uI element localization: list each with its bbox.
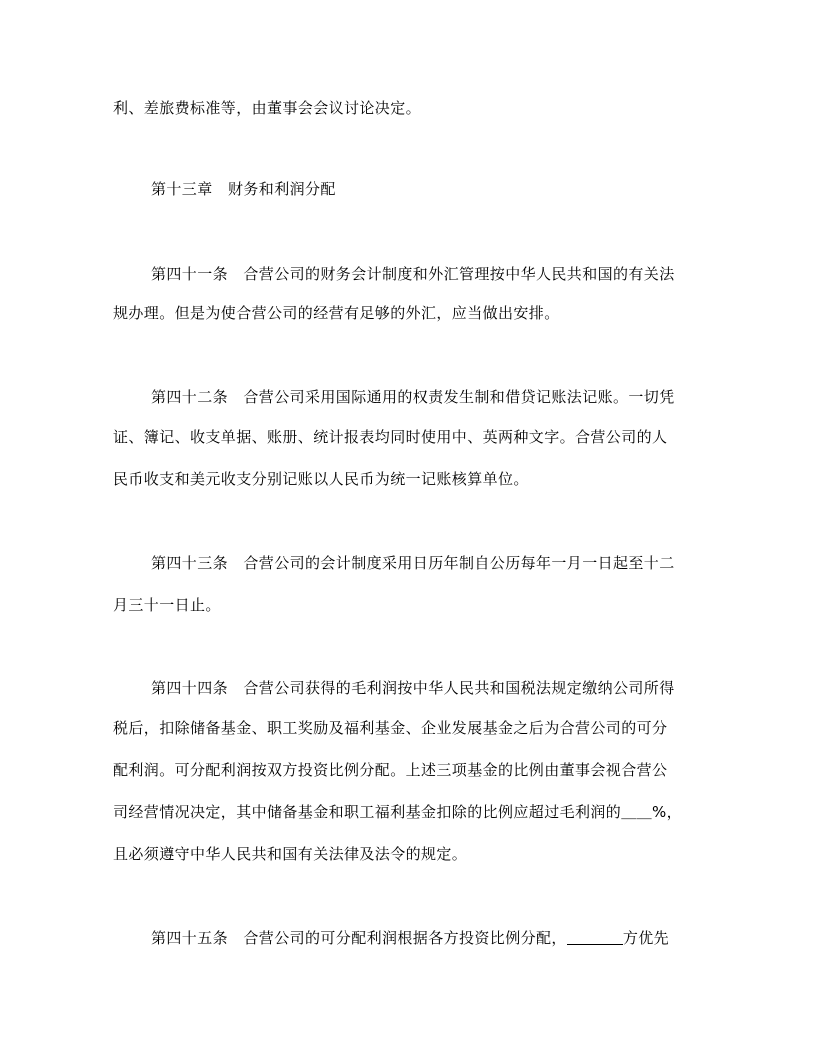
text-line: 第四十一条 合营公司的财务会计制度和外汇管理按中华人民共和国的有关法 xyxy=(151,265,675,283)
text-line: 第四十四条 合营公司获得的毛利润按中华人民共和国税法规定缴纳公司所得 xyxy=(151,679,675,697)
text-line: 月三十一日止。 xyxy=(113,596,221,614)
line-prefix: 第四十五条 合营公司的可分配利润根据各方投资比例分配， xyxy=(151,929,567,947)
text-line: 规办理。但是为使合营公司的经营有足够的外汇，应当做出安排。 xyxy=(113,304,560,322)
text-line: 证、簿记、收支单据、账册、统计报表均同时使用中、英两种文字。合营公司的人 xyxy=(113,428,668,446)
text-line: 司经营情况决定，其中储备基金和职工福利基金扣除的比例应超过毛利润的＿＿%， xyxy=(113,803,683,821)
text-line: 民币收支和美元收支分别记账以人民币为统一记账核算单位。 xyxy=(113,470,529,488)
text-line: 且必须遵守中华人民共和国有关法律及法令的规定。 xyxy=(113,845,468,863)
text-line: 第四十二条 合营公司采用国际通用的权责发生制和借贷记账法记账。一切凭 xyxy=(151,388,675,406)
text-line: 第四十三条 合营公司的会计制度采用日历年制自公历每年一月一日起至十二 xyxy=(151,554,675,572)
line-suffix: 方优先 xyxy=(622,929,670,947)
text-line: 利、差旅费标准等，由董事会会议讨论决定。 xyxy=(113,99,422,117)
text-line: 配利润。可分配利润按双方投资比例分配。上述三项基金的比例由董事会视合营公 xyxy=(113,761,668,779)
text-line xyxy=(151,928,669,948)
blank-underline xyxy=(567,930,623,945)
text-line: 税后，扣除储备基金、职工奖励及福利基金、企业发展基金之后为合营公司的可分 xyxy=(113,719,668,737)
chapter-heading: 第十三章 财务和利润分配 xyxy=(151,180,336,198)
